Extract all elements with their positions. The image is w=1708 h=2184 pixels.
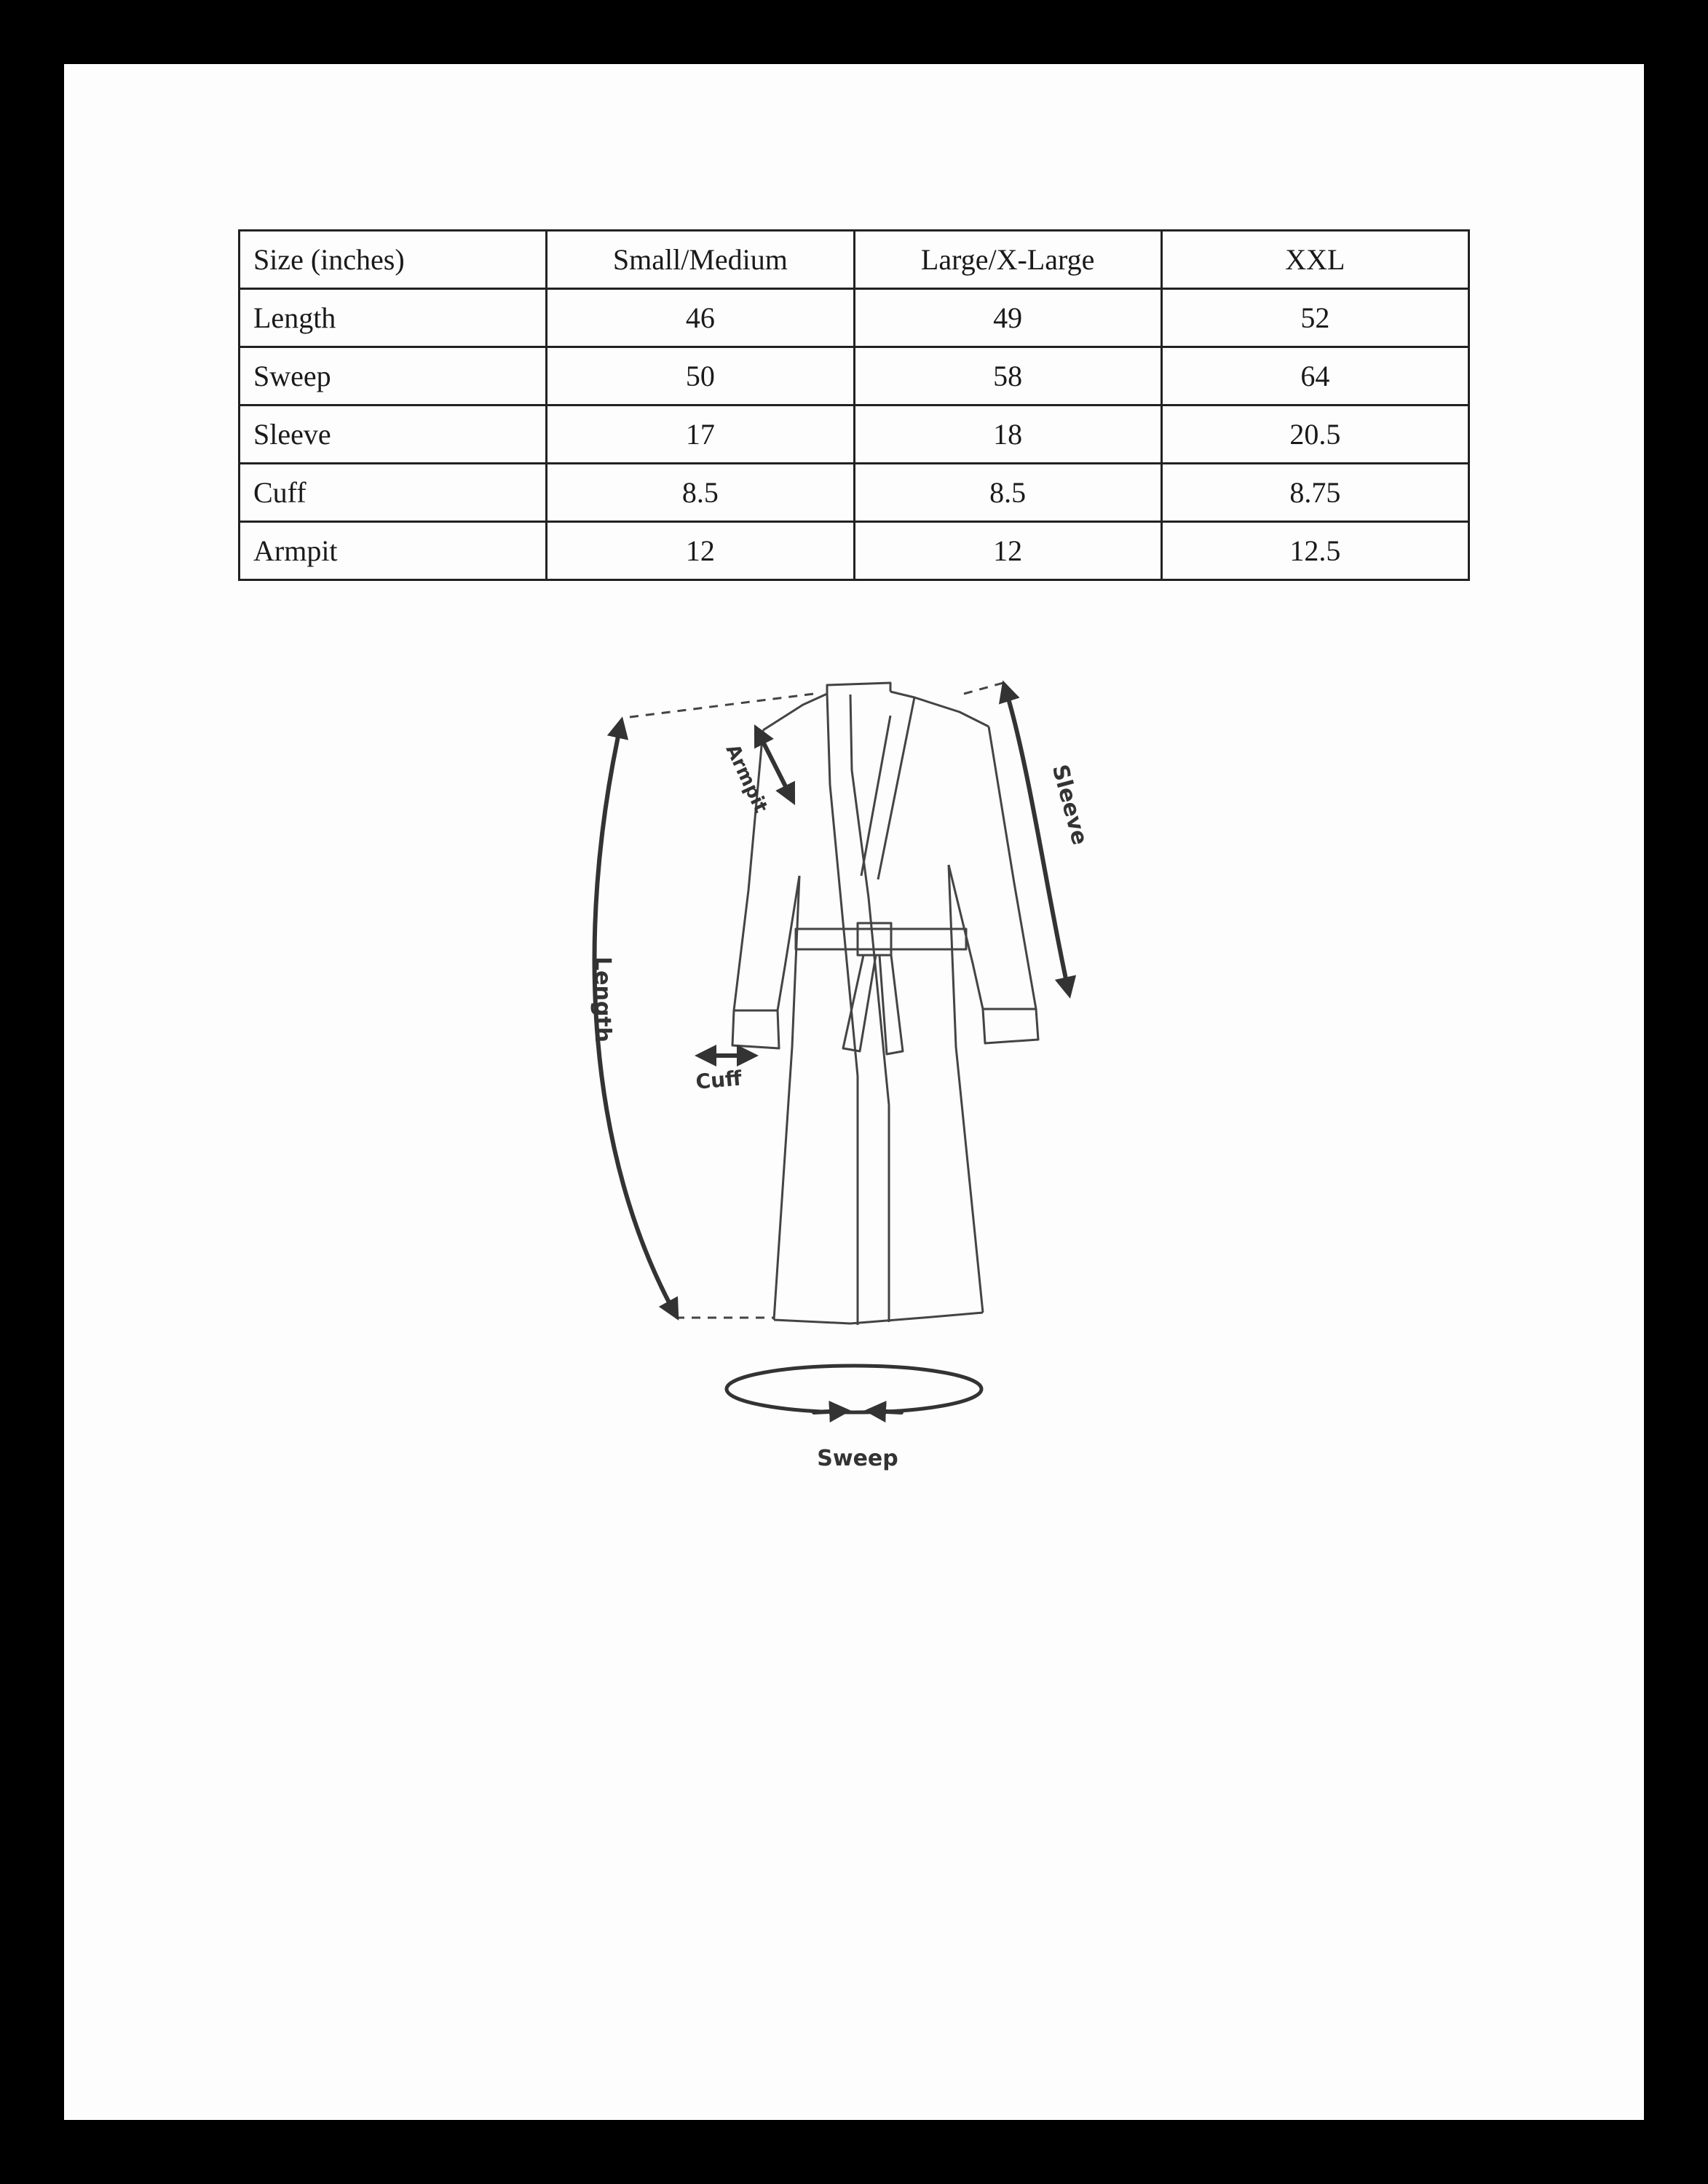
- table-corner-header: Size (inches): [240, 231, 547, 289]
- sweep-arrow-left: [814, 1411, 845, 1412]
- column-header-xxl: XXL: [1161, 231, 1468, 289]
- table-cell: 52: [1161, 289, 1468, 347]
- sleeve-label: Sleeve: [1046, 761, 1093, 848]
- column-header-small-medium: Small/Medium: [547, 231, 854, 289]
- row-label-sweep: Sweep: [240, 347, 547, 405]
- table-cell: 8.75: [1161, 464, 1468, 522]
- measurement-guides: [630, 683, 1003, 1318]
- robe-measurement-diagram: [64, 64, 1644, 2120]
- table-cell: 20.5: [1161, 405, 1468, 464]
- table-cell: 12: [854, 522, 1161, 580]
- table-cell: 58: [854, 347, 1161, 405]
- column-header-large-xlarge: Large/X-Large: [854, 231, 1161, 289]
- row-label-sleeve: Sleeve: [240, 405, 547, 464]
- table-cell: 17: [547, 405, 854, 464]
- row-label-armpit: Armpit: [240, 522, 547, 580]
- sweep-ellipse: [727, 1366, 981, 1412]
- cuff-label: Cuff: [695, 1066, 743, 1094]
- sweep-label: Sweep: [817, 1446, 898, 1471]
- table-cell: 46: [547, 289, 854, 347]
- table-cell: 49: [854, 289, 1161, 347]
- table-cell: 8.5: [854, 464, 1161, 522]
- sweep-arrow-right: [871, 1411, 901, 1412]
- table-cell: 64: [1161, 347, 1468, 405]
- table-cell: 8.5: [547, 464, 854, 522]
- robe-outline: [732, 683, 1038, 1325]
- row-label-cuff: Cuff: [240, 464, 547, 522]
- table-cell: 18: [854, 405, 1161, 464]
- length-label: Length: [590, 957, 615, 1042]
- table-cell: 12: [547, 522, 854, 580]
- row-label-length: Length: [240, 289, 547, 347]
- table-cell: 12.5: [1161, 522, 1468, 580]
- document-page: [64, 64, 1644, 2120]
- sleeve-arrow: [1005, 687, 1069, 992]
- table-cell: 50: [547, 347, 854, 405]
- armpit-label: Armpit: [721, 740, 772, 817]
